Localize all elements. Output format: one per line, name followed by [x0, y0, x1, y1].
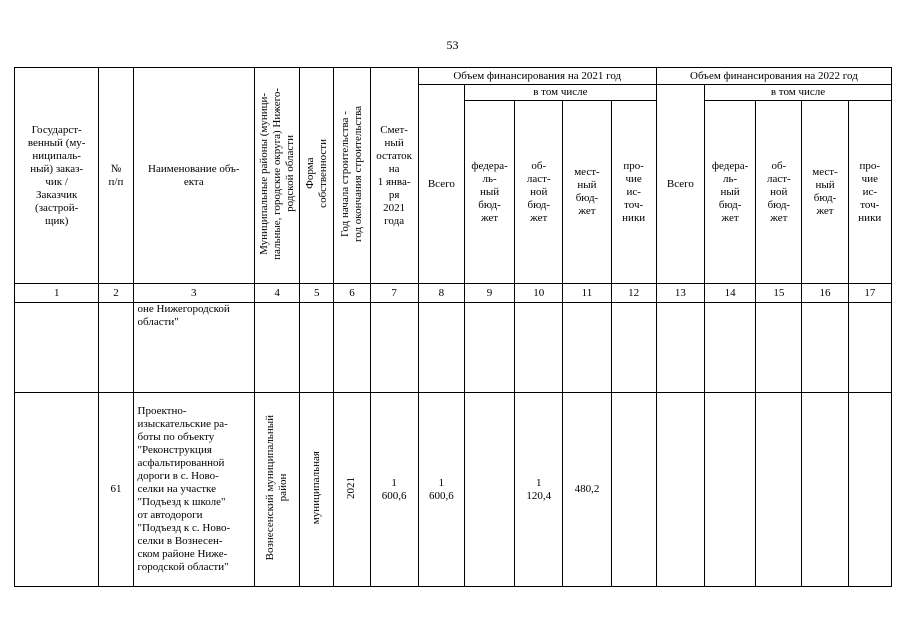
header-incl-2022: в том числе — [705, 85, 892, 101]
column-number: 10 — [515, 284, 563, 303]
financing-table — [14, 67, 892, 587]
header-years-text: Год начала строительства - год окончания строительства — [338, 105, 364, 242]
cell-federal-2021 — [464, 303, 514, 393]
header-total-2021: Всего — [418, 85, 464, 284]
column-number: 8 — [418, 284, 464, 303]
header-estimate: Смет- ный остаток на 1 янва- ря 2021 года — [370, 68, 418, 284]
cell-regional-2021: 1 120,4 — [515, 393, 563, 587]
cell-ownership-text: муниципальная — [310, 450, 323, 525]
cell-federal-2021 — [464, 393, 514, 587]
cell-years — [334, 303, 370, 393]
header-other-2021: про- чие ис- точ- ники — [611, 101, 656, 284]
cell-other-2022 — [848, 393, 891, 587]
header-federal-2022: федера- ль- ный бюд- жет — [705, 101, 756, 284]
cell-other-2021 — [611, 303, 656, 393]
table-row — [15, 303, 892, 393]
cell-total-2022 — [656, 303, 704, 393]
header-regional-2021: об- ласт- ной бюд- жет — [515, 101, 563, 284]
cell-ownership — [300, 303, 334, 393]
header-object-name: Наименование объ- екта — [133, 68, 255, 284]
cell-federal-2022 — [705, 303, 756, 393]
cell-num — [99, 303, 133, 393]
cell-local-2021 — [563, 303, 611, 393]
header-incl-2021: в том числе — [464, 85, 656, 101]
header-local-2022: мест- ный бюд- жет — [802, 101, 848, 284]
header-customer: Государст- венный (му- ниципаль- ный) заказ- чик / Заказчик (застрой- щик) — [15, 68, 99, 284]
cell-federal-2022 — [705, 393, 756, 587]
column-number: 2 — [99, 284, 133, 303]
column-number: 14 — [705, 284, 756, 303]
cell-regional-2022 — [756, 303, 802, 393]
cell-estimate — [370, 303, 418, 393]
cell-years-text: 2021 — [345, 476, 358, 499]
column-number: 12 — [611, 284, 656, 303]
column-number: 7 — [370, 284, 418, 303]
cell-other-2022 — [848, 303, 891, 393]
column-number: 6 — [334, 284, 370, 303]
header-num: № п/п — [99, 68, 133, 284]
page-number: 53 — [446, 38, 459, 52]
cell-regional-2022 — [756, 393, 802, 587]
table-row — [15, 393, 892, 587]
cell-district-text: Вознесенский муниципальный район — [264, 414, 290, 561]
cell-estimate: 1 600,6 — [370, 393, 418, 587]
header-fin-2022: Объем финансирования на 2022 год — [656, 68, 891, 85]
cell-total-2021: 1 600,6 — [418, 393, 464, 587]
cell-object-name: оне Нижегородской области" — [133, 303, 255, 393]
column-number: 4 — [255, 284, 300, 303]
column-number: 9 — [464, 284, 514, 303]
header-districts — [255, 68, 300, 284]
header-federal-2021: федера- ль- ный бюд- жет — [464, 101, 514, 284]
header-regional-2022: об- ласт- ной бюд- жет — [756, 101, 802, 284]
cell-years — [334, 393, 370, 587]
header-ownership-text: Форма собственности — [303, 139, 329, 208]
column-number: 15 — [756, 284, 802, 303]
cell-district — [255, 303, 300, 393]
cell-ownership — [300, 393, 334, 587]
cell-district — [255, 393, 300, 587]
header-other-2022: про- чие ис- точ- ники — [848, 101, 891, 284]
cell-regional-2021 — [515, 303, 563, 393]
cell-total-2022 — [656, 393, 704, 587]
cell-customer — [15, 393, 99, 587]
header-total-2022: Всего — [656, 85, 704, 284]
header-years — [334, 68, 370, 284]
cell-local-2022 — [802, 303, 848, 393]
header-fin-2021: Объем финансирования на 2021 год — [418, 68, 656, 85]
cell-local-2021: 480,2 — [563, 393, 611, 587]
column-number: 11 — [563, 284, 611, 303]
cell-num: 61 — [99, 393, 133, 587]
column-number: 1 — [15, 284, 99, 303]
cell-other-2021 — [611, 393, 656, 587]
cell-customer — [15, 303, 99, 393]
header-local-2021: мест- ный бюд- жет — [563, 101, 611, 284]
header-ownership — [300, 68, 334, 284]
column-number: 5 — [300, 284, 334, 303]
cell-object-name: Проектно- изыскательские ра- боты по объекту "Реконструкция асфальтированной дороги в с. Ново- селки на участке "Подъезд к школе" от автодороги "Подъезд к с. Ново- селки в Вознесен- ском районе Ниже- городской области" — [133, 393, 255, 587]
header-districts-text: Муниципальные районы (муници- пальные, городские округа) Нижего- родской области — [257, 87, 296, 260]
column-number: 17 — [848, 284, 891, 303]
column-number: 13 — [656, 284, 704, 303]
column-number-row — [15, 284, 892, 303]
cell-total-2021 — [418, 303, 464, 393]
column-number: 16 — [802, 284, 848, 303]
column-number: 3 — [133, 284, 255, 303]
cell-local-2022 — [802, 393, 848, 587]
